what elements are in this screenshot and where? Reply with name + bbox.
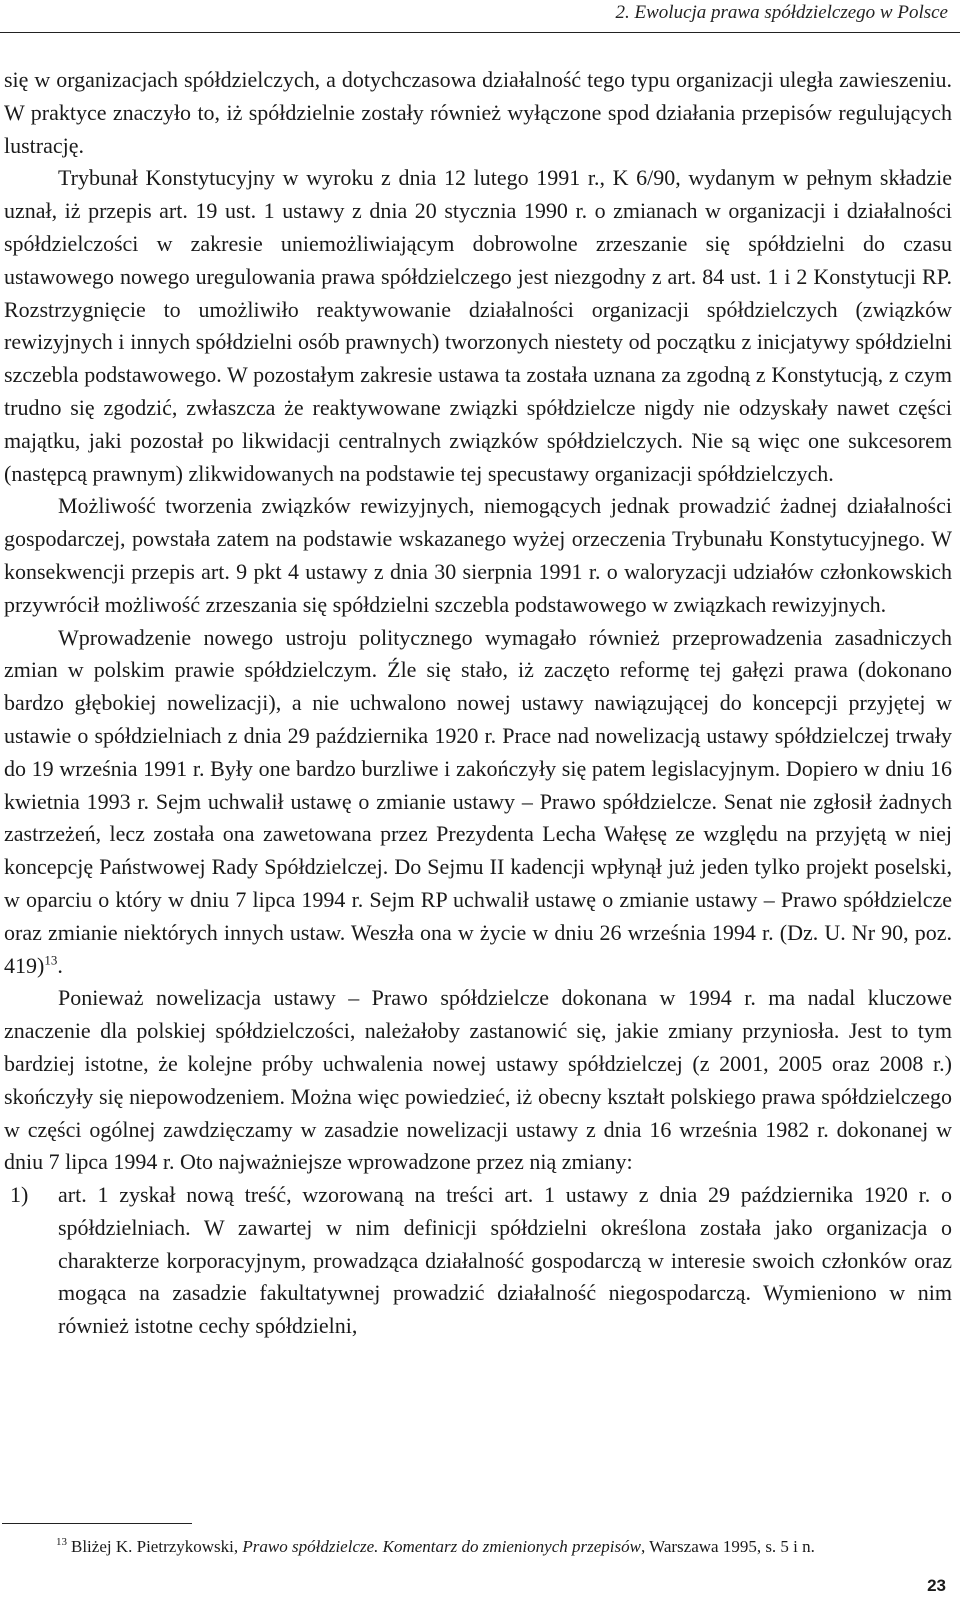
paragraph — [4, 622, 952, 983]
list-item-text: art. 1 zyskał nową treść, wzorowaną na treści art. 1 ustawy z dnia 29 października 1920 r. o spółdzielniach. W zawartej w nim definicji spółdzielni określona została jako organizacja o charakterze korporacyjnym, prowadząca działalność gospodarczą w interesie swoich członków oraz mogąca na zasadzie fakultatywnej prowadzić działalność niegospodarczą. Wymieniono w nim również istotne cechy spółdzielni, — [58, 1182, 952, 1339]
footnote-title: Prawo spółdzielcze. Komentarz do zmienionych przepisów — [242, 1537, 641, 1556]
page-number: 23 — [927, 1576, 946, 1595]
footnote-text-end: , Warszawa 1995, s. 5 i n. — [640, 1537, 815, 1556]
header-rule — [0, 32, 960, 33]
body-text — [4, 64, 952, 1343]
footnote-number: 13 — [56, 1536, 67, 1549]
paragraph: się w organizacjach spółdzielczych, a dotychczasowa działalność tego typu organizacji uległa zawieszeniu. W praktyce znaczyło to, iż spółdzielnie zostały również wyłączone spod działania przepisów regulujących lustrację. — [4, 67, 952, 158]
footnote-text: Bliżej K. Pietrzykowski, — [71, 1537, 243, 1556]
footnote-rule — [2, 1523, 192, 1524]
footnote — [56, 1536, 940, 1558]
list-item — [4, 1179, 952, 1343]
running-head: 2. Ewolucja prawa spółdzielczego w Polsce — [615, 2, 948, 23]
paragraph: Możliwość tworzenia związków rewizyjnych, niemogących jednak prowadzić żadnej działalności gospodarczej, powstała zatem na podstawie wskazanego wyżej orzeczenia Trybunału Konstytucyjnego. W konsekwencji przepis art. 9 pkt 4 ustawy z dnia 30 sierpnia 1991 r. o waloryzacji udziałów członkowskich przywrócił możliwość zrzeszania się spółdzielni szczebla podstawowego w związkach rewizyjnych. — [4, 493, 952, 617]
list-item-number: 1) — [10, 1182, 29, 1208]
paragraph-end: . — [57, 952, 63, 978]
footnote-reference[interactable]: 13 — [44, 952, 58, 968]
paragraph-text: Wprowadzenie nowego ustroju politycznego wymagało również przeprowadzenia zasadniczych zmian w polskim prawie spółdzielczym. Źle się stało, iż zaczęto reformę tej gałęzi prawa (dokonano bardzo głębokiej nowelizacji), a nie uchwalono nowej ustawy nawiązującej do koncepcji przyjętej w ustawie o spółdzielniach z dnia 29 października 1920 r. Prace nad nowelizacją ustawy spółdzielczej trwały do 19 września 1991 r. Były one bardzo burzliwe i zakończyły się patem legislacyjnym. Dopiero w dniu 16 kwietnia 1993 r. Sejm uchwalił ustawę o zmianie ustawy – Prawo spółdzielcze. Senat nie zgłosił żadnych zastrzeżeń, lecz została ona zawetowana przez Prezydenta Lecha Wałęsę ze względu na przyjętą w niej koncepcję Państwowej Rady Spółdzielczej. Do Sejmu II kadencji wpłynął już jeden tylko projekt poselski, w oparciu o który w dniu 7 lipca 1994 r. Sejm RP uchwalił ustawę o zmianie ustawy – Prawo spółdzielcze oraz zmianie niektórych innych ustaw. Weszła ona w życie w dniu 26 września 1994 r. (Dz. U. Nr 90, poz. 419) — [4, 624, 952, 978]
paragraph: Ponieważ nowelizacja ustawy – Prawo spółdzielcze dokonana w 1994 r. ma nadal kluczowe znaczenie dla polskiej spółdzielczości, należałoby zastanowić się, jakie zmiany przyniosła. Jest to tym bardziej istotne, że kolejne próby uchwalenia nowej ustawy spółdzielczej (z 2001, 2005 oraz 2008 r.) skończyły się niepowodzeniem. Można więc powiedzieć, iż obecny kształt polskiego prawa spółdzielczego w części ogólnej zawdzięczamy w zasadzie nowelizacji ustawy z dnia 16 września 1982 r. dokonanej w dniu 7 lipca 1994 r. Oto najważniejsze wprowadzone przez nią zmiany: — [4, 985, 952, 1175]
paragraph: Trybunał Konstytucyjny w wyroku z dnia 12 lutego 1991 r., K 6/90, wydanym w pełnym składzie uznał, iż przepis art. 19 ust. 1 ustawy z dnia 20 stycznia 1990 r. o zmianach w organizacji i działalności spółdzielczości w zakresie uniemożliwiającym dobrowolne zrzeszanie się spółdzielni do czasu ustawowego nowego uregulowania prawa spółdzielczego jest niezgodny z art. 84 ust. 1 i 2 Konstytucji RP. Rozstrzygnięcie to umożliwiło reaktywowanie działalności organizacji spółdzielczych (związków rewizyjnych i innych spółdzielni osób prawnych) tworzonych niestety od początku z inicjatywy spółdzielni szczebla podstawowego. W pozostałym zakresie ustawa ta została uznana za zgodną z Konstytucją, z czym trudno się zgodzić, zwłaszcza że reaktywowane związki spółdzielcze nigdy nie odzyskały nawet części majątku, jaki pozostał po likwidacji centralnych związków spółdzielczych. Nie są więc one sukcesorem (następcą prawnym) zlikwidowanych na podstawie tej specustawy organizacji spółdzielczych. — [4, 165, 952, 486]
